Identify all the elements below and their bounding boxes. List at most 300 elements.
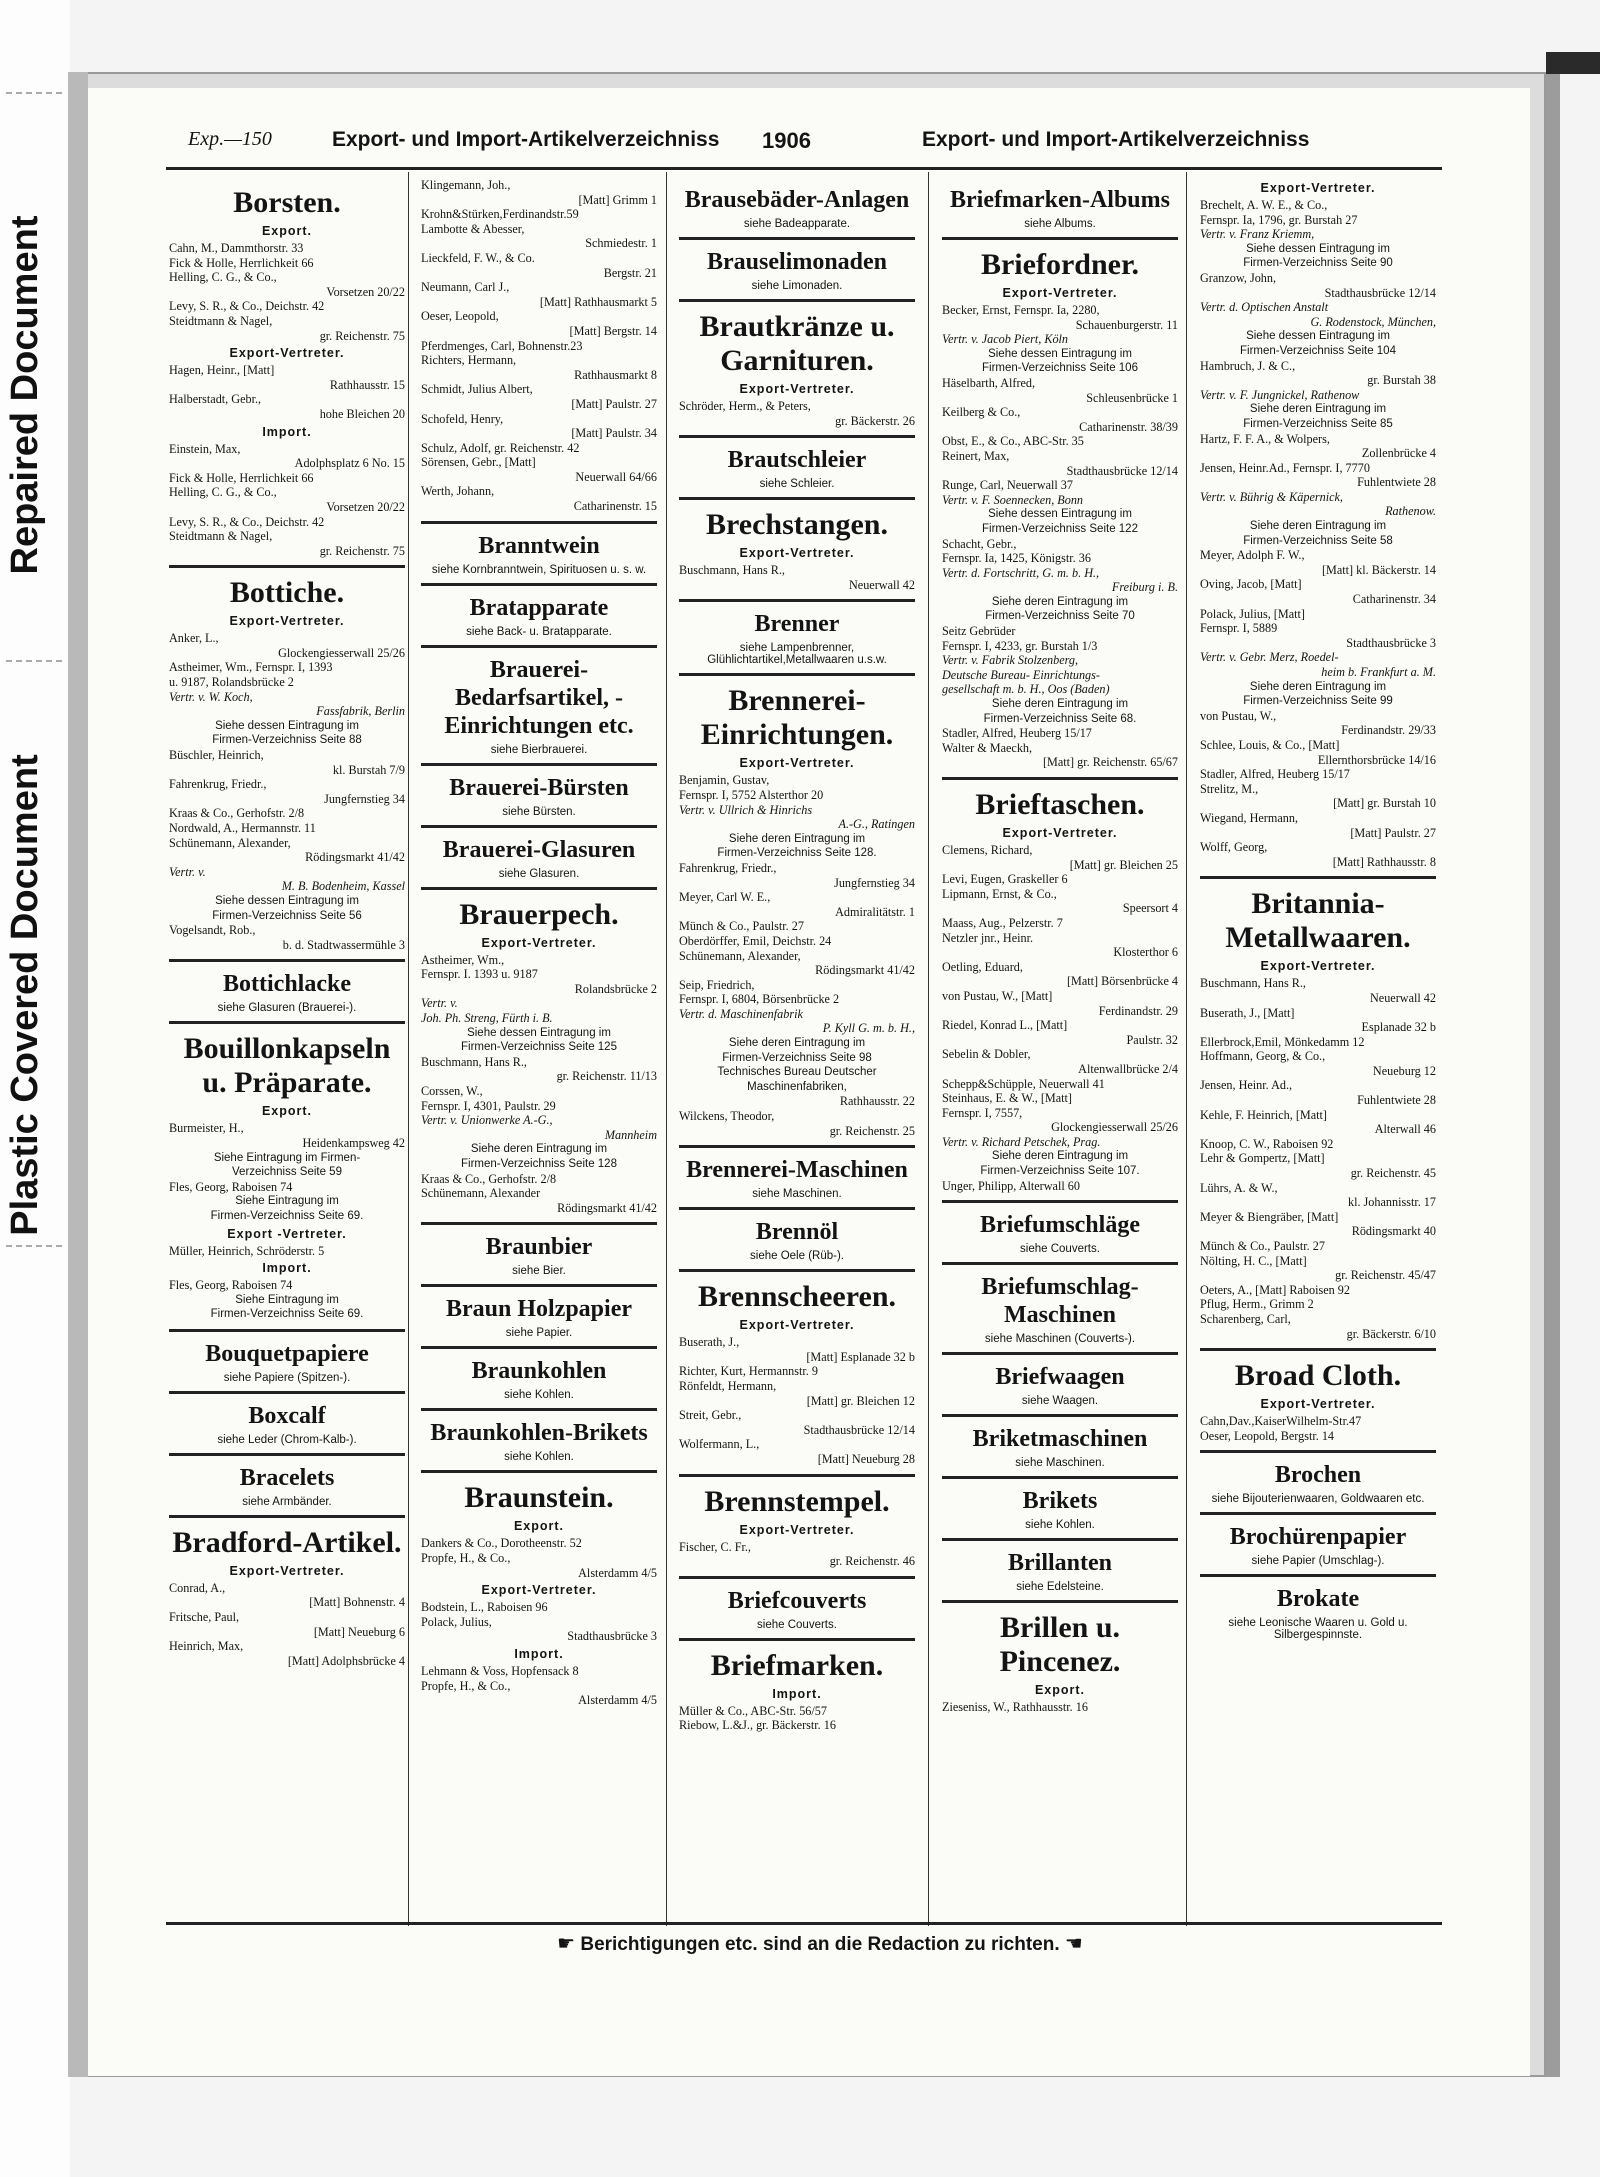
directory-line: Fahrenkrug, Friedr., bbox=[169, 777, 267, 792]
entry-heading: Bratapparate bbox=[469, 594, 609, 621]
directory-line: Vertr. v. Unionwerke A.-G., bbox=[421, 1113, 553, 1128]
directory-line: Richters, Hermann, bbox=[421, 353, 517, 368]
cross-reference: siehe Bier. bbox=[512, 1265, 566, 1278]
directory-line: Oeser, Leopold, bbox=[421, 309, 499, 324]
directory-line: Vertr. d. Fortschritt, G. m. b. H., bbox=[942, 565, 1100, 580]
directory-line: Firmen-Verzeichniss Seite 99 bbox=[1243, 695, 1393, 708]
section-rule bbox=[942, 1352, 1178, 1355]
directory-line: Rödingsmarkt 40 bbox=[1351, 1224, 1436, 1239]
entry-heading: Brauselimonaden bbox=[706, 249, 888, 275]
section-rule bbox=[1200, 1512, 1436, 1515]
directory-line: Schröder, Herm., & Peters, bbox=[679, 399, 811, 413]
section-rule bbox=[169, 959, 405, 962]
directory-line: Schlee, Louis, & Co., [Matt] bbox=[1200, 737, 1340, 752]
directory-line: Burmeister, H., bbox=[169, 1121, 244, 1136]
directory-line: Fernspr. I, 5752 Alsterthor 20 bbox=[679, 787, 824, 802]
entry-heading: Britannia-Metallwaaren. bbox=[1225, 887, 1411, 955]
directory-line: Jungfernstieg 34 bbox=[834, 875, 915, 890]
page-right-edge bbox=[1546, 72, 1560, 2077]
directory-line: Fernspr. I, 4233, gr. Burstah 1/3 bbox=[942, 638, 1098, 653]
dashed-guide bbox=[6, 660, 62, 662]
directory-line: Firmen-Verzeichniss Seite 56 bbox=[212, 909, 362, 922]
column-divider bbox=[1186, 172, 1187, 1926]
directory-line: Vertr. v. bbox=[421, 996, 458, 1011]
section-subheading: Export-Vertreter. bbox=[1002, 286, 1118, 300]
directory-line: Fernspr. I. 1393 u. 9187 bbox=[421, 967, 538, 982]
entry-heading: Bracelets bbox=[239, 1464, 335, 1491]
directory-line: Firmen-Verzeichniss Seite 107. bbox=[980, 1165, 1140, 1178]
cross-reference: siehe Glasuren (Brauerei-). bbox=[217, 1002, 357, 1015]
directory-line: Siehe dessen Eintragung im bbox=[467, 1026, 611, 1039]
directory-line: A.-G., Ratingen bbox=[838, 817, 915, 832]
directory-line: Astheimer, Wm., bbox=[421, 952, 505, 967]
directory-line: Fles, Georg, Raboisen 74 bbox=[169, 1278, 293, 1293]
directory-line: Bergstr. 21 bbox=[603, 265, 657, 280]
entry-heading: Borsten. bbox=[233, 186, 341, 219]
directory-line: Strelitz, M., bbox=[1200, 781, 1259, 796]
directory-line: Siehe dessen Eintragung im bbox=[988, 508, 1132, 521]
section-rule bbox=[679, 673, 915, 676]
directory-line: Brechelt, A. W. E., & Co., bbox=[1200, 198, 1328, 212]
section-rule bbox=[679, 497, 915, 500]
directory-line: Steinhaus, E. & W., [Matt] bbox=[942, 1091, 1072, 1106]
directory-line: Fick & Holle, Herrlichkeit 66 bbox=[169, 470, 314, 485]
entry-heading: Brennscheeren. bbox=[697, 1280, 897, 1314]
section-subheading: Export-Vertreter. bbox=[481, 935, 597, 950]
directory-line: Keilberg & Co., bbox=[942, 405, 1021, 420]
entry-heading: Brennöl bbox=[755, 1219, 839, 1246]
directory-line: Clemens, Richard, bbox=[942, 843, 1033, 857]
directory-line: Firmen-Verzeichniss Seite 85 bbox=[1243, 417, 1393, 430]
directory-line: Obst, E., & Co., ABC-Str. 35 bbox=[942, 434, 1084, 449]
cross-reference: siehe Bijouterienwaaren, Goldwaaren etc. bbox=[1211, 1493, 1425, 1506]
directory-line: Krohn&Stürken,Ferdinandstr.59 bbox=[421, 207, 579, 222]
directory-line: b. d. Stadtwassermühle 3 bbox=[282, 937, 405, 952]
entry-heading: Brennerei-Einrichtungen. bbox=[700, 684, 894, 752]
section-rule bbox=[421, 1470, 657, 1473]
section-subheading: Export-Vertreter. bbox=[1260, 959, 1376, 974]
entry-heading: Bottichlacke bbox=[223, 971, 351, 998]
cross-reference: siehe Edelsteine. bbox=[1016, 1581, 1104, 1594]
directory-line: Meyer, Adolph F. W., bbox=[1200, 548, 1305, 563]
section-rule bbox=[421, 645, 657, 648]
directory-line: Fernspr. I, 6804, Börsenbrücke 2 bbox=[679, 992, 840, 1007]
directory-line: Ellernthorsbrücke 14/16 bbox=[1317, 752, 1436, 767]
directory-line: [Matt] Grimm 1 bbox=[578, 192, 657, 207]
section-rule bbox=[1200, 1450, 1436, 1453]
page-footer bbox=[460, 1931, 1180, 1956]
directory-line: Vogelsandt, Rob., bbox=[169, 923, 256, 938]
scan-corner bbox=[1546, 52, 1600, 74]
directory-line: Riedel, Konrad L., [Matt] bbox=[942, 1018, 1068, 1033]
directory-line: Cahn,Dav.,KaiserWilhelm-Str.47 bbox=[1200, 1414, 1362, 1429]
directory-line: Rathhausstr. 22 bbox=[839, 1094, 915, 1109]
repaired-document-label: Repaired Document bbox=[3, 215, 46, 575]
directory-line: Schünemann, Alexander, bbox=[169, 835, 291, 850]
directory-line: Stadler, Alfred, Heuberg 15/17 bbox=[1200, 767, 1350, 782]
entry-heading: Brauerei-Glasuren bbox=[442, 836, 636, 863]
directory-line: Granzow, John, bbox=[1200, 270, 1277, 285]
entry-heading: Brillanten bbox=[1007, 1550, 1112, 1577]
header-title-left: Export- und Import-Artikelverzeichniss bbox=[332, 128, 720, 151]
directory-line: Knoop, C. W., Raboisen 92 bbox=[1200, 1136, 1334, 1151]
section-subheading: Export-Vertreter. bbox=[229, 346, 345, 361]
directory-line: Propfe, H., & Co., bbox=[421, 1678, 511, 1693]
section-subheading: Export. bbox=[261, 224, 313, 238]
directory-line: Vertr. v. W. Koch, bbox=[169, 689, 253, 704]
column-3 bbox=[679, 178, 915, 1922]
header-title-right: Export- und Import-Artikelverzeichniss bbox=[922, 128, 1310, 151]
directory-line: Netzler jnr., Heinr. bbox=[942, 930, 1034, 945]
directory-line: Wiegand, Hermann, bbox=[1200, 810, 1298, 825]
directory-line: Fuhlentwiete 28 bbox=[1357, 1093, 1436, 1108]
section-rule bbox=[942, 237, 1178, 240]
directory-line: Vertr. v. Richard Petschek, Prag. bbox=[942, 1134, 1101, 1149]
section-subheading: Export-Vertreter. bbox=[229, 614, 345, 629]
directory-line: Vertr. v. Fabrik Stolzenberg, bbox=[942, 653, 1079, 668]
directory-line: Hoffmann, Georg, & Co., bbox=[1200, 1049, 1326, 1064]
cross-reference: siehe Glasuren. bbox=[498, 867, 580, 880]
directory-line: Glockengiesserwall 25/26 bbox=[1051, 1120, 1178, 1135]
section-rule bbox=[421, 1284, 657, 1287]
directory-line: Admiralitätstr. 1 bbox=[835, 904, 915, 919]
entry-heading: Brennstempel. bbox=[704, 1484, 890, 1518]
directory-line: Adolphsplatz 6 No. 15 bbox=[294, 456, 405, 471]
directory-line: Glockengiesserwall 25/26 bbox=[278, 645, 405, 660]
entry-heading: Briefmarken. bbox=[710, 1648, 884, 1682]
directory-line: Fritsche, Paul, bbox=[169, 1610, 240, 1625]
directory-line: Lieckfeld, F. W., & Co. bbox=[421, 250, 535, 265]
section-rule bbox=[942, 777, 1178, 780]
directory-line: Firmen-Verzeichniss Seite 104 bbox=[1240, 344, 1396, 357]
directory-line: Fernspr. I, 4301, Paulstr. 29 bbox=[421, 1098, 556, 1113]
directory-line: Münch & Co., Paulstr. 27 bbox=[1200, 1239, 1325, 1253]
directory-line: Seip, Friedrich, bbox=[679, 977, 755, 992]
column-divider bbox=[928, 172, 929, 1926]
directory-line: Firmen-Verzeichniss Seite 88 bbox=[212, 734, 362, 747]
directory-line: Ferdinandstr. 29 bbox=[1098, 1003, 1178, 1018]
directory-line: G. Rodenstock, München, bbox=[1310, 314, 1436, 329]
entry-heading: Brautkränze u. Garnituren. bbox=[699, 310, 895, 377]
directory-line: Oetling, Eduard, bbox=[942, 959, 1023, 974]
directory-line: Mannheim bbox=[604, 1127, 657, 1142]
directory-line: Fassfabrik, Berlin bbox=[316, 704, 405, 719]
directory-line: Rödingsmarkt 41/42 bbox=[557, 1200, 657, 1215]
directory-line: [Matt] Rathhausstr. 8 bbox=[1332, 854, 1436, 869]
directory-line: Siehe deren Eintragung im bbox=[1249, 520, 1387, 533]
directory-line: Siehe dessen Eintragung im bbox=[1246, 330, 1390, 343]
directory-line: Fuhlentwiete 28 bbox=[1357, 475, 1436, 490]
directory-line: gr. Reichenstr. 75 bbox=[319, 328, 405, 343]
directory-line: Jensen, Heinr. Ad., bbox=[1200, 1078, 1293, 1093]
directory-line: Häselbarth, Alfred, bbox=[942, 375, 1036, 390]
cross-reference: siehe Papier. bbox=[505, 1327, 573, 1340]
directory-line: Joh. Ph. Streng, Fürth i. B. bbox=[421, 1011, 553, 1026]
directory-line: Kraas & Co., Gerhofstr. 2/8 bbox=[169, 806, 305, 821]
directory-line: Müller, Heinrich, Schröderstr. 5 bbox=[169, 1243, 325, 1258]
directory-line: Catharinenstr. 34 bbox=[1352, 592, 1436, 607]
directory-line: Fernspr. I, 5889 bbox=[1200, 621, 1278, 636]
section-subheading: Export-Vertreter. bbox=[229, 1563, 345, 1578]
directory-line: Neuerwall 42 bbox=[1370, 990, 1436, 1005]
directory-line: Rathhausmarkt 8 bbox=[574, 367, 657, 382]
section-subheading: Export-Vertreter. bbox=[1260, 181, 1376, 195]
directory-line: Rödingsmarkt 41/42 bbox=[815, 963, 915, 978]
directory-line: Lehmann & Voss, Hopfensack 8 bbox=[421, 1663, 579, 1678]
directory-line: Vertr. v. Bührig & Käpernick, bbox=[1200, 489, 1343, 504]
section-rule bbox=[421, 1222, 657, 1225]
directory-line: Meyer & Biengräber, [Matt] bbox=[1200, 1209, 1339, 1224]
cross-reference: siehe Albums. bbox=[1024, 218, 1096, 230]
directory-line: Rathenow. bbox=[1385, 504, 1436, 519]
entry-heading: Brennerei-Maschinen bbox=[686, 1157, 908, 1184]
cross-reference: siehe Limonaden. bbox=[751, 280, 843, 292]
directory-line: von Pustau, W., bbox=[1200, 708, 1277, 723]
directory-line: Neueburg 12 bbox=[1372, 1063, 1436, 1078]
directory-line: Wilckens, Theodor, bbox=[679, 1109, 775, 1124]
directory-line: Fernspr. Ia, 1796, gr. Burstah 27 bbox=[1200, 212, 1358, 227]
section-rule bbox=[169, 565, 405, 568]
section-rule bbox=[942, 1414, 1178, 1417]
directory-line: Siehe deren Eintragung im bbox=[991, 1150, 1129, 1163]
directory-line: Anker, L., bbox=[169, 631, 219, 646]
directory-line: Buserath, J., [Matt] bbox=[1200, 1005, 1295, 1020]
entry-heading: Briketmaschinen bbox=[972, 1426, 1148, 1453]
cross-reference: siehe Kohlen. bbox=[1025, 1519, 1095, 1532]
column-4 bbox=[942, 178, 1178, 1922]
directory-line: Firmen-Verzeichniss Seite 128 bbox=[461, 1157, 617, 1170]
section-subheading: Export-Vertreter. bbox=[1260, 1397, 1376, 1412]
column-divider bbox=[408, 172, 409, 1926]
directory-line: Nölting, H. C., [Matt] bbox=[1200, 1253, 1307, 1268]
directory-line: Vertr. d. Optischen Anstalt bbox=[1200, 300, 1329, 315]
directory-line: Lührs, A. & W., bbox=[1200, 1180, 1278, 1195]
directory-line: Wolfermann, L., bbox=[679, 1437, 760, 1452]
directory-line: Hambruch, J. & C., bbox=[1200, 358, 1296, 373]
directory-line: Polack, Julius, bbox=[421, 1614, 492, 1629]
directory-line: Jensen, Heinr.Ad., Fernspr. I, 7770 bbox=[1200, 460, 1370, 475]
cross-reference: siehe Bierbrauerei. bbox=[490, 743, 588, 756]
directory-line: Catharinenstr. 38/39 bbox=[1079, 419, 1178, 434]
section-rule bbox=[1200, 1574, 1436, 1577]
directory-line: Stadler, Alfred, Heuberg 15/17 bbox=[942, 726, 1092, 741]
directory-line: Einstein, Max, bbox=[169, 441, 241, 456]
directory-line: [Matt] Neueburg 28 bbox=[817, 1451, 915, 1466]
section-rule bbox=[169, 1329, 405, 1332]
cross-reference: siehe Schleier. bbox=[759, 478, 835, 491]
directory-line: Buschmann, Hans R., bbox=[421, 1054, 527, 1069]
section-rule bbox=[679, 237, 915, 240]
directory-line: Rödingsmarkt 41/42 bbox=[305, 850, 405, 865]
directory-line: gr. Bäckerstr. 6/10 bbox=[1346, 1326, 1436, 1341]
section-rule bbox=[421, 887, 657, 890]
directory-line: Siehe dessen Eintragung im bbox=[988, 347, 1132, 360]
directory-line: Sörensen, Gebr., [Matt] bbox=[421, 455, 536, 470]
directory-line: Buserath, J., bbox=[679, 1335, 740, 1350]
entry-heading: Braunkohlen bbox=[471, 1358, 607, 1385]
directory-line: Reinert, Max, bbox=[942, 448, 1010, 463]
directory-line: Schacht, Gebr., bbox=[942, 536, 1017, 551]
pointing-hand-icon: ☚ bbox=[1064, 1933, 1083, 1955]
directory-line: Meyer, Carl W. E., bbox=[679, 890, 771, 905]
directory-line: Heidenkampsweg 42 bbox=[302, 1135, 405, 1150]
cross-reference: siehe Papiere (Spitzen-). bbox=[223, 1371, 351, 1384]
directory-line: Vertr. v. Jacob Piert, Köln bbox=[942, 332, 1069, 347]
directory-line: Runge, Carl, Neuerwall 37 bbox=[942, 478, 1073, 493]
directory-line: gr. Reichenstr. 11/13 bbox=[556, 1069, 657, 1084]
cross-reference: siehe Couverts. bbox=[1020, 1243, 1100, 1256]
directory-line: Münch & Co., Paulstr. 27 bbox=[679, 919, 804, 934]
directory-line: Siehe deren Eintragung im bbox=[470, 1143, 608, 1156]
section-subheading: Import. bbox=[262, 424, 312, 439]
directory-line: gr. Burstah 38 bbox=[1367, 373, 1436, 388]
cross-reference: siehe Couverts. bbox=[757, 1618, 837, 1631]
section-subheading: Export. bbox=[513, 1519, 565, 1534]
section-subheading: Import. bbox=[514, 1646, 564, 1661]
page-reference: Exp.—150 bbox=[188, 128, 272, 150]
directory-line: Oving, Jacob, [Matt] bbox=[1200, 577, 1302, 592]
directory-line: Alsterdamm 4/5 bbox=[578, 1693, 657, 1708]
directory-line: [Matt] kl. Bäckerstr. 14 bbox=[1321, 562, 1436, 577]
entry-heading: Brenner bbox=[754, 611, 840, 638]
directory-line: Siehe deren Eintragung im bbox=[991, 698, 1129, 711]
section-rule bbox=[679, 1207, 915, 1210]
directory-line: Klingemann, Joh., bbox=[421, 178, 511, 192]
directory-line: Büschler, Heinrich, bbox=[169, 748, 264, 763]
section-rule bbox=[679, 1638, 915, 1641]
directory-line: Halberstadt, Gebr., bbox=[169, 392, 262, 407]
column-5 bbox=[1200, 178, 1436, 1922]
section-subheading: Export. bbox=[1034, 1683, 1086, 1698]
section-rule bbox=[421, 521, 657, 524]
directory-line: Lambotte & Abesser, bbox=[421, 221, 525, 236]
directory-line: Zollenbrücke 4 bbox=[1361, 446, 1436, 461]
entry-heading: Brieftaschen. bbox=[975, 788, 1145, 821]
entry-heading: Brautschleier bbox=[727, 447, 867, 474]
cross-reference: siehe Kohlen. bbox=[504, 1451, 574, 1464]
section-rule bbox=[679, 1269, 915, 1272]
cross-reference: siehe Lampenbrenner, Glühlichtartikel,Metallwaaren u.s.w. bbox=[707, 642, 887, 667]
directory-line: [Matt] gr. Bleichen 25 bbox=[1069, 857, 1178, 872]
directory-line: Siehe dessen Eintragung im bbox=[1246, 242, 1390, 255]
directory-line: Siehe Eintragung im bbox=[235, 1195, 339, 1208]
directory-line: Firmen-Verzeichniss Seite 128. bbox=[717, 847, 877, 860]
directory-line: Rolandsbrücke 2 bbox=[574, 981, 657, 996]
directory-line: Vertr. v. bbox=[169, 864, 206, 879]
entry-heading: Braun Holzpapier bbox=[445, 1296, 632, 1323]
entry-heading: Brechstangen. bbox=[706, 508, 888, 542]
cross-reference: siehe Back- u. Bratapparate. bbox=[466, 625, 612, 638]
directory-line: Schepp&Schüpple, Neuerwall 41 bbox=[942, 1076, 1105, 1091]
entry-heading: Briefordner. bbox=[980, 248, 1140, 281]
directory-line: Heinrich, Max, bbox=[169, 1639, 244, 1654]
directory-line: Conrad, A., bbox=[169, 1580, 226, 1595]
section-rule bbox=[421, 1346, 657, 1349]
directory-line: Siehe deren Eintragung im bbox=[728, 832, 866, 845]
section-rule bbox=[169, 1515, 405, 1518]
directory-line: [Matt] gr. Reichenstr. 65/67 bbox=[1042, 755, 1178, 770]
entry-heading: Briefumschläge bbox=[980, 1212, 1140, 1239]
header-year: 1906 bbox=[762, 128, 811, 153]
directory-line: Buschmann, Hans R., bbox=[1200, 976, 1306, 991]
directory-line: Firmen-Verzeichniss Seite 106 bbox=[982, 362, 1138, 375]
directory-line: Vertr. v. Gebr. Merz, Roedel- bbox=[1200, 650, 1339, 665]
directory-line: [Matt] Neueburg 6 bbox=[313, 1624, 405, 1639]
cross-reference: siehe Kohlen. bbox=[504, 1389, 574, 1402]
directory-line: [Matt] Paulstr. 27 bbox=[571, 396, 657, 411]
directory-line: Siehe dessen Eintragung im bbox=[215, 894, 359, 907]
directory-line: von Pustau, W., [Matt] bbox=[942, 988, 1053, 1003]
cross-reference: siehe Kornbranntwein, Spirituosen u. s. w. bbox=[431, 563, 647, 576]
page-header bbox=[100, 128, 1340, 158]
section-rule bbox=[169, 1021, 405, 1024]
directory-line: Neuerwall 64/66 bbox=[575, 469, 657, 484]
cross-reference: siehe Leonische Waaren u. Gold u. Silbergespinnste. bbox=[1228, 1617, 1408, 1642]
section-rule bbox=[679, 1474, 915, 1477]
cross-reference: siehe Badeapparate. bbox=[743, 218, 851, 230]
entry-heading: Bottiche. bbox=[229, 576, 345, 610]
directory-line: Vertr. d. Maschinenfabrik bbox=[679, 1006, 803, 1021]
section-rule bbox=[679, 599, 915, 602]
directory-line: u. 9187, Rolandsbrücke 2 bbox=[169, 675, 294, 690]
directory-line: Vertr. v. F. Soennecken, Bonn bbox=[942, 492, 1084, 507]
directory-line: Müller & Co., ABC-Str. 56/57 bbox=[679, 1703, 827, 1718]
directory-line: Oberdörffer, Emil, Deichstr. 24 bbox=[679, 933, 832, 948]
directory-line: kl. Burstah 7/9 bbox=[332, 762, 405, 777]
directory-line: Siehe Eintragung im Firmen- bbox=[213, 1151, 361, 1164]
cross-reference: siehe Papier (Umschlag-). bbox=[1251, 1555, 1385, 1568]
directory-line: Levy, S. R., & Co., Deichstr. 42 bbox=[169, 514, 325, 529]
section-rule bbox=[942, 1262, 1178, 1265]
entry-heading: Brochürenpapier bbox=[1229, 1524, 1407, 1551]
directory-line: Propfe, H., & Co., bbox=[421, 1550, 511, 1565]
footer-note: Berichtigungen etc. sind an die Redaction zu richten. bbox=[580, 1934, 1060, 1955]
directory-line: Bodstein, L., Raboisen 96 bbox=[421, 1600, 548, 1615]
directory-line: Richter, Kurt, Hermannstr. 9 bbox=[679, 1364, 818, 1379]
directory-line: Scharenberg, Carl, bbox=[1200, 1311, 1291, 1326]
directory-line: Levi, Eugen, Graskeller 6 bbox=[942, 872, 1068, 887]
directory-line: Stadthausbrücke 3 bbox=[1346, 635, 1436, 650]
entry-heading: Brauerei-Bürsten bbox=[449, 774, 629, 801]
directory-line: Alterwall 46 bbox=[1374, 1122, 1436, 1137]
directory-line: Unger, Philipp, Alterwall 60 bbox=[942, 1178, 1080, 1193]
directory-line: gr. Reichenstr. 75 bbox=[319, 543, 405, 558]
directory-line: Vertr. v. Franz Kriemm, bbox=[1200, 227, 1315, 242]
entry-heading: Brauerpech. bbox=[459, 897, 619, 931]
directory-line: Oeters, A., [Matt] Raboisen 92 bbox=[1200, 1282, 1350, 1297]
entry-heading: Brausebäder-Anlagen bbox=[684, 187, 910, 213]
directory-line: gesellschaft m. b. H., Oos (Baden) bbox=[942, 682, 1110, 697]
entry-heading: Brochen bbox=[1274, 1462, 1362, 1489]
entry-heading: Briefmarken-Albums bbox=[950, 187, 1170, 213]
directory-line: Stadthausbrücke 12/14 bbox=[803, 1422, 915, 1437]
directory-line: Siehe deren Eintragung im bbox=[991, 595, 1129, 608]
cross-reference: siehe Oele (Rüb-). bbox=[750, 1250, 844, 1263]
directory-line: Astheimer, Wm., Fernspr. I, 1393 bbox=[169, 660, 333, 675]
directory-line: Kraas & Co., Gerhofstr. 2/8 bbox=[421, 1171, 557, 1186]
directory-line: Zieseniss, W., Rathhausstr. 16 bbox=[942, 1700, 1088, 1715]
directory-line: Stadthausbrücke 3 bbox=[567, 1629, 657, 1644]
entry-heading: Brauerei-Bedarfsartikel, -Einrichtungen etc. bbox=[444, 656, 634, 739]
directory-line: Maschinenfabriken, bbox=[747, 1080, 847, 1093]
entry-heading: Braunstein. bbox=[464, 1481, 614, 1515]
directory-line: Verzeichniss Seite 59 bbox=[232, 1166, 342, 1179]
directory-line: Schleusenbrücke 1 bbox=[1086, 390, 1178, 405]
directory-line: Werth, Johann, bbox=[421, 484, 495, 499]
directory-line: Schünemann, Alexander bbox=[421, 1186, 541, 1201]
entry-heading: Briefwaagen bbox=[995, 1364, 1125, 1391]
directory-line: Wolff, Georg, bbox=[1200, 840, 1268, 855]
